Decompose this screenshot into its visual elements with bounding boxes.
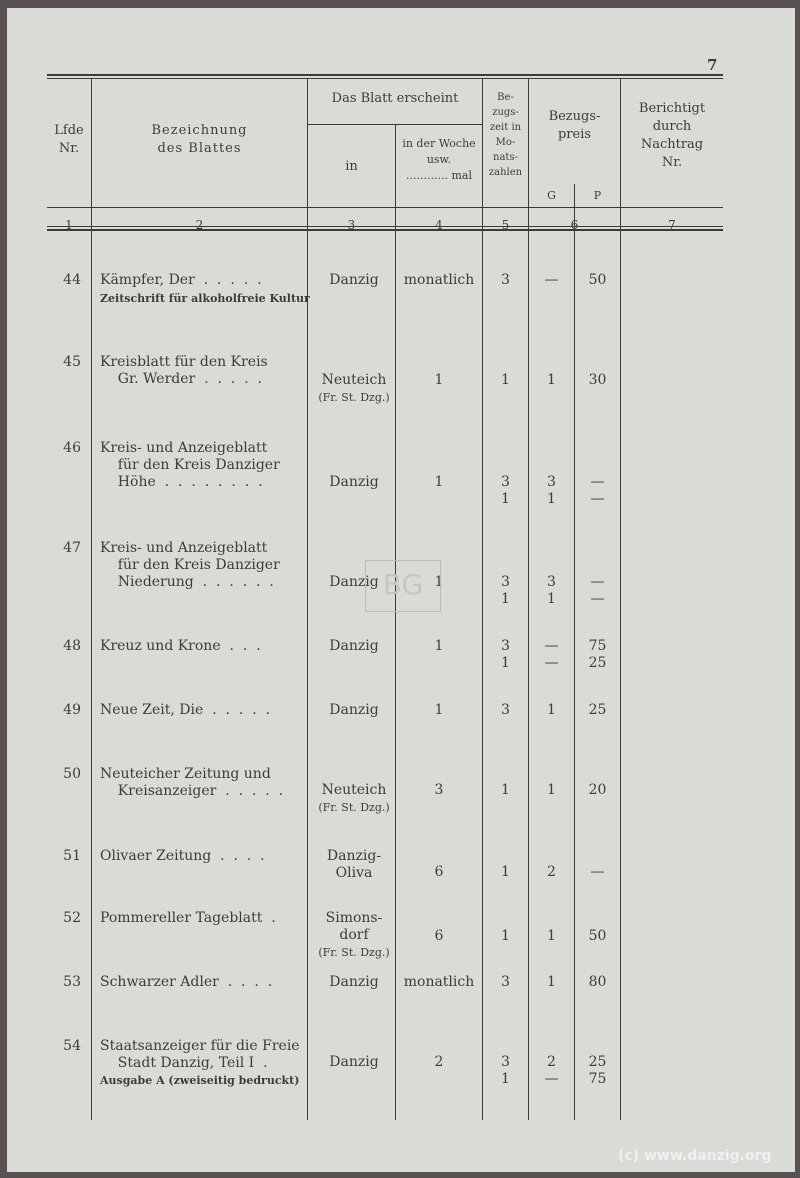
- publication-subtitle: Zeitschrift für alkoholfreie Kultur: [100, 292, 310, 305]
- copyright-notice: (c) www.danzig.org: [618, 1148, 772, 1164]
- place-name: Simons- dorf: [325, 910, 383, 943]
- price-p: 20: [588, 782, 607, 798]
- publication-place: [307, 910, 401, 961]
- row-number: 44: [63, 272, 81, 288]
- publication-frequency: 2: [434, 1054, 444, 1070]
- header-in-der-woche: in der Woche usw. ............ mal: [402, 137, 476, 182]
- body-separator: [620, 230, 621, 1120]
- publication-title: Kreisblatt für den Kreis Gr. Werder . . . . .: [100, 354, 268, 387]
- publication-subtitle: Ausgabe A (zweiseitig bedruckt): [100, 1074, 300, 1087]
- publication-place: Danzig: [329, 702, 379, 718]
- row-number: 54: [63, 1038, 81, 1054]
- place-name: Neuteich: [321, 372, 387, 388]
- header-price-p: P: [593, 189, 602, 202]
- publication-title: Neuteicher Zeitung und Kreisanzeiger . . . . .: [100, 766, 284, 799]
- publication-title: Neue Zeit, Die . . . . .: [100, 702, 271, 718]
- price-p: 80: [588, 974, 607, 990]
- price-g: 2: [547, 864, 556, 880]
- column-number: 4: [435, 218, 443, 232]
- row-number: 52: [63, 910, 81, 926]
- price-p: 25 75: [588, 1054, 607, 1087]
- subscription-months: 3: [501, 974, 510, 990]
- publication-title: Schwarzer Adler . . . .: [100, 974, 273, 990]
- publication-place: Danzig: [329, 574, 379, 590]
- place-name: Neuteich: [321, 782, 387, 798]
- row-number: 51: [63, 848, 81, 864]
- top-rule: [47, 74, 723, 76]
- body-separator: [91, 230, 92, 1120]
- publication-frequency: monatlich: [403, 974, 475, 990]
- price-g: 1: [547, 782, 556, 798]
- header-bezugszeit: Be- zugs- zeit in Mo- nats- zahlen: [488, 92, 523, 178]
- price-p: 50: [588, 928, 607, 944]
- column-number: 5: [501, 218, 510, 232]
- place-note: (Fr. St. Dzg.): [318, 391, 390, 404]
- price-p: —: [590, 864, 605, 880]
- subscription-months: 3 1: [501, 638, 510, 671]
- publication-frequency: 1: [434, 702, 444, 718]
- header-das-blatt-erscheint: Das Blatt erscheint: [331, 91, 459, 106]
- publication-frequency: 1: [434, 638, 444, 654]
- subscription-months: 3: [501, 702, 510, 718]
- place-note: (Fr. St. Dzg.): [318, 801, 390, 814]
- publication-title: Kreis- und Anzeigeblatt für den Kreis Danziger Niederung . . . . . .: [100, 540, 280, 590]
- row-number: 46: [63, 440, 81, 456]
- publication-frequency: 1: [434, 574, 444, 590]
- price-g: 3 1: [547, 574, 556, 607]
- publication-place: Danzig: [329, 638, 379, 654]
- header-bezugspreis: Bezugs- preis: [548, 109, 601, 142]
- publication-place: Danzig: [329, 474, 379, 490]
- column-number: 1: [65, 218, 73, 232]
- page-number: 7: [707, 56, 718, 74]
- price-g: 3 1: [547, 474, 556, 507]
- library-watermark: BG: [365, 560, 441, 612]
- column-number: 3: [347, 218, 356, 232]
- top-rule-thin: [47, 78, 723, 79]
- row-number: 45: [63, 354, 81, 370]
- price-p: 25: [588, 702, 607, 718]
- subscription-months: 1: [501, 928, 510, 944]
- price-p: 30: [588, 372, 607, 388]
- publication-place: Danzig: [329, 1054, 379, 1070]
- price-g: 1: [547, 702, 556, 718]
- publication-title: Pommereller Tageblatt .: [100, 910, 276, 926]
- header-lfde-nr: Lfde Nr.: [54, 123, 84, 156]
- price-p: — —: [590, 474, 605, 507]
- price-g: — —: [544, 638, 559, 671]
- subscription-months: 3: [501, 272, 510, 288]
- column-number: 7: [668, 218, 676, 232]
- publication-place: Danzig- Oliva: [326, 848, 382, 881]
- publication-place: [307, 372, 401, 406]
- price-g: 1: [547, 928, 556, 944]
- subheader-rule: [307, 124, 482, 125]
- publication-frequency: 3: [434, 782, 444, 798]
- price-p: 50: [588, 272, 607, 288]
- subscription-months: 3 1: [501, 474, 510, 507]
- price-g: 2 —: [544, 1054, 559, 1087]
- column-number: 6: [570, 218, 579, 232]
- header-berichtigt: Berichtigt durch Nachtrag Nr.: [638, 101, 706, 170]
- row-number: 47: [63, 540, 81, 556]
- header-bottom-rule: [47, 207, 723, 208]
- subscription-months: 1: [501, 372, 510, 388]
- publication-frequency: monatlich: [403, 272, 475, 288]
- price-g: —: [544, 272, 559, 288]
- header-in: in: [345, 159, 358, 174]
- publication-title: Olivaer Zeitung . . . .: [100, 848, 265, 864]
- subscription-months: 3 1: [501, 1054, 510, 1087]
- publication-frequency: 1: [434, 474, 444, 490]
- column-number: 2: [195, 218, 204, 232]
- publication-place: Danzig: [329, 974, 379, 990]
- publication-frequency: 6: [434, 928, 444, 944]
- price-p: 75 25: [588, 638, 607, 671]
- price-g: 1: [547, 372, 556, 388]
- publication-frequency: 6: [434, 864, 444, 880]
- publication-place: Danzig: [329, 272, 379, 288]
- publication-place: [307, 782, 401, 816]
- publication-title: Kreuz und Krone . . .: [100, 638, 261, 654]
- price-g: 1: [547, 974, 556, 990]
- header-bezeichnung: Bezeichnung des Blattes: [151, 123, 248, 156]
- header-price-g: G: [547, 189, 556, 202]
- place-note: (Fr. St. Dzg.): [318, 946, 390, 959]
- price-p: — —: [590, 574, 605, 607]
- publication-title: Staatsanzeiger für die Freie Stadt Danzig, Teil I .: [100, 1038, 300, 1071]
- row-number: 48: [63, 638, 81, 654]
- document-page: [7, 8, 795, 1172]
- subscription-months: 1: [501, 864, 510, 880]
- publication-title: Kämpfer, Der . . . . .: [100, 272, 262, 288]
- row-number: 49: [63, 702, 81, 718]
- subscription-months: 3 1: [501, 574, 510, 607]
- publication-frequency: 1: [434, 372, 444, 388]
- subscription-months: 1: [501, 782, 510, 798]
- publication-title: Kreis- und Anzeigeblatt für den Kreis Danziger Höhe . . . . . . . .: [100, 440, 280, 490]
- row-number: 50: [63, 766, 81, 782]
- row-number: 53: [63, 974, 81, 990]
